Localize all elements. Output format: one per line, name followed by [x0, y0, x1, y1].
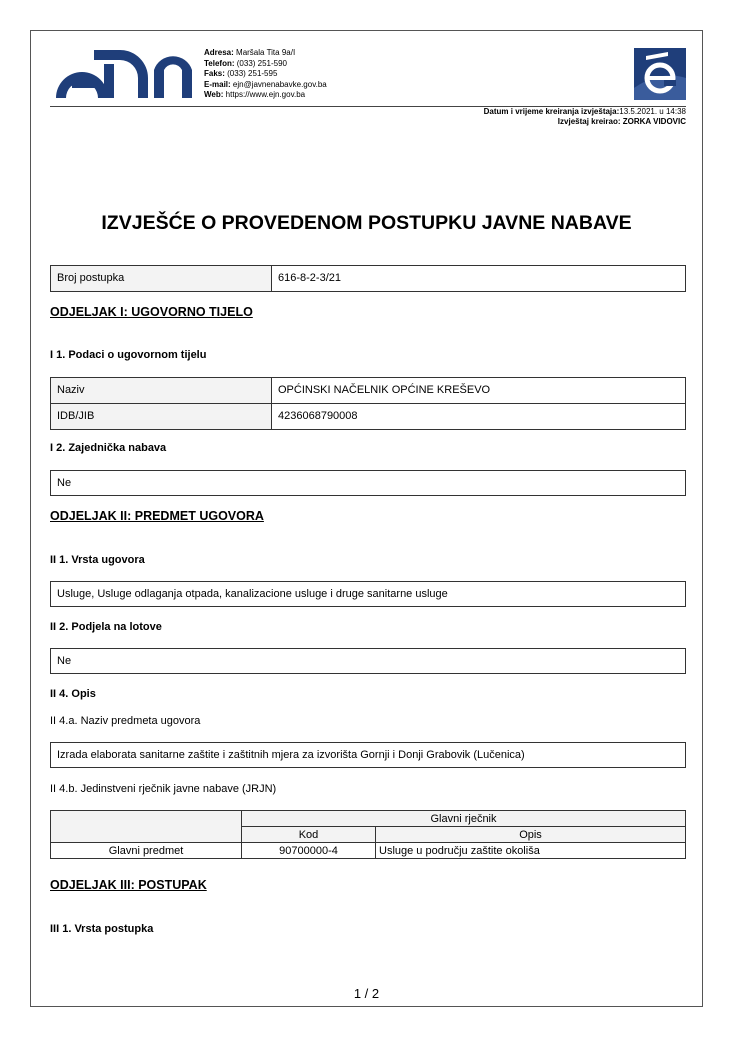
cpv-col-desc: Opis — [376, 827, 686, 843]
section2-sub4b: II 4.b. Jedinstveni rječnik javne nabave (JRJN) — [50, 783, 277, 795]
cpv-row-label: Glavni predmet — [51, 843, 242, 859]
cpv-table — [50, 810, 686, 859]
contract-type-value: Usluge, Usluge odlaganja otpada, kanalizacione usluge i druge sanitarne usluge — [50, 581, 686, 607]
cpv-row-desc: Usluge u području zaštite okoliša — [376, 843, 686, 859]
joint-procurement-value: Ne — [50, 470, 686, 496]
section1-sub1: I 1. Podaci o ugovornom tijelu — [50, 349, 207, 361]
page-title: IZVJEŠĆE O PROVEDENOM POSTUPKU JAVNE NABAVE — [101, 212, 632, 234]
cpv-group-header: Glavni rječnik — [242, 811, 686, 827]
page-number: 1 / 2 — [353, 986, 380, 1001]
report-meta — [484, 107, 686, 127]
section2-heading: ODJELJAK II: PREDMET UGOVORA — [50, 509, 264, 523]
section3-heading: ODJELJAK III: POSTUPAK — [50, 878, 207, 892]
created-line: Datum i vrijeme kreiranja izvještaja:13.5.2021. u 14:38 — [483, 107, 686, 116]
name-value: OPĆINSKI NAČELNIK OPĆINE KREŠEVO — [278, 384, 491, 396]
creator-line: Izvještaj kreirao: ZORKA VIDOVIC — [557, 117, 686, 126]
contact-web: Web: https://www.ejn.gov.ba — [204, 90, 306, 99]
section2-sub2: II 2. Podjela na lotove — [50, 621, 162, 633]
contact-info — [204, 48, 327, 101]
procedure-label: Broj postupka — [51, 266, 272, 291]
table-row — [51, 843, 686, 859]
contact-email: E-mail: ejn@javnenabavke.gov.ba — [204, 79, 327, 89]
section2-sub4a: II 4.a. Naziv predmeta ugovora — [50, 715, 201, 727]
section2-sub4: II 4. Opis — [50, 688, 96, 700]
name-label: Naziv — [51, 378, 272, 403]
ejn-logo — [54, 48, 194, 100]
ejn-badge-icon — [634, 48, 686, 100]
cpv-row-code: 90700000-4 — [242, 843, 376, 859]
lots-value: Ne — [50, 648, 686, 674]
authority-box — [50, 377, 686, 430]
idb-label: IDB/JIB — [51, 404, 272, 429]
section3-sub1: III 1. Vrsta postupka — [50, 923, 154, 935]
idb-value: 4236068790008 — [278, 410, 358, 422]
contact-phone: Telefon: (033) 251-590 — [204, 58, 288, 68]
section1-sub2: I 2. Zajednička nabava — [50, 442, 167, 454]
procedure-box — [50, 265, 686, 292]
section2-sub1: II 1. Vrsta ugovora — [50, 554, 145, 566]
subject-name-value: Izrada elaborata sanitarne zaštite i zaštitnih mjera za izvorišta Gornji i Donji Grabovik (Lučenica) — [50, 742, 686, 768]
procedure-value: 616-8-2-3/21 — [278, 272, 341, 284]
contact-address: Adresa: Maršala Tita 9a/I — [204, 48, 296, 57]
contact-fax: Faks: (033) 251-595 — [204, 69, 278, 78]
section1-heading: ODJELJAK I: UGOVORNO TIJELO — [50, 305, 253, 319]
cpv-col-code: Kod — [242, 827, 376, 843]
cpv-empty-cell — [51, 811, 242, 843]
